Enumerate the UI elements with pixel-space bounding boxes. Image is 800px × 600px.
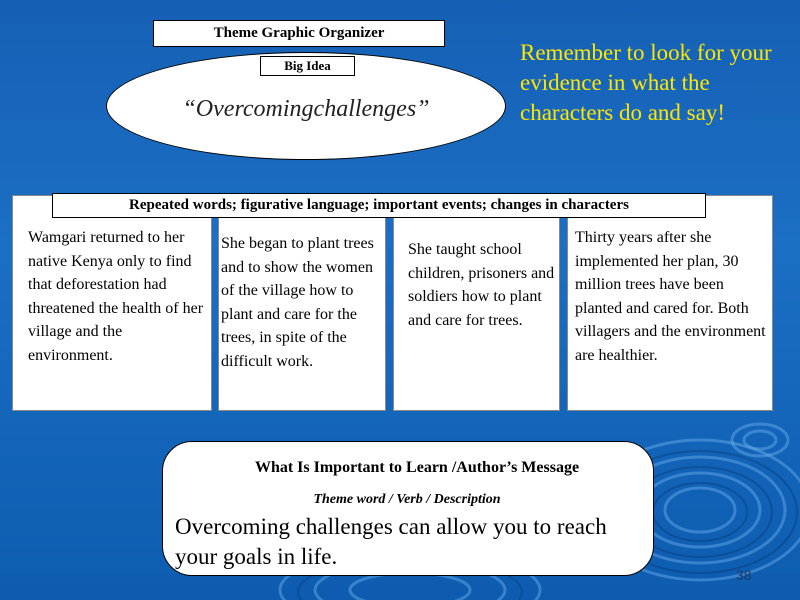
organizer-title: Theme Graphic Organizer — [153, 20, 445, 47]
event-text-1: Wamgari returned to her native Kenya only to find that deforestation had threatened the health of her village and the environment. — [28, 229, 204, 364]
author-message-text: Overcoming challenges can allow you to reach your goals in life. — [175, 514, 607, 569]
event-box-4 — [567, 195, 773, 411]
event-box-2 — [218, 195, 386, 411]
event-text-4: Thirty years after she implemented her plan, 30 million trees have been planted and cared for. Both villagers and the environment are healthier. — [575, 229, 766, 364]
event-text-2: She began to plant trees and to show the women of the village how to plant and care for the trees, in spite of the difficult work. — [221, 235, 374, 370]
event-box-3 — [393, 195, 560, 411]
slide-number: 38 — [736, 567, 752, 583]
events-header: Repeated words; figurative language; important events; changes in characters — [52, 193, 706, 218]
author-message-heading: What Is Important to Learn /Author’s Message — [254, 459, 580, 476]
big-idea-text: “Overcomingchallenges” — [182, 96, 430, 122]
big-idea-label: Big Idea — [260, 56, 355, 76]
author-message-subheading: Theme word / Verb / Description — [313, 492, 501, 507]
event-box-1 — [12, 195, 212, 411]
event-text-3: She taught school children, prisoners and soldiers how to plant and care for trees. — [408, 241, 555, 329]
evidence-reminder: Remember to look for your evidence in what the characters do and say! — [520, 40, 772, 125]
